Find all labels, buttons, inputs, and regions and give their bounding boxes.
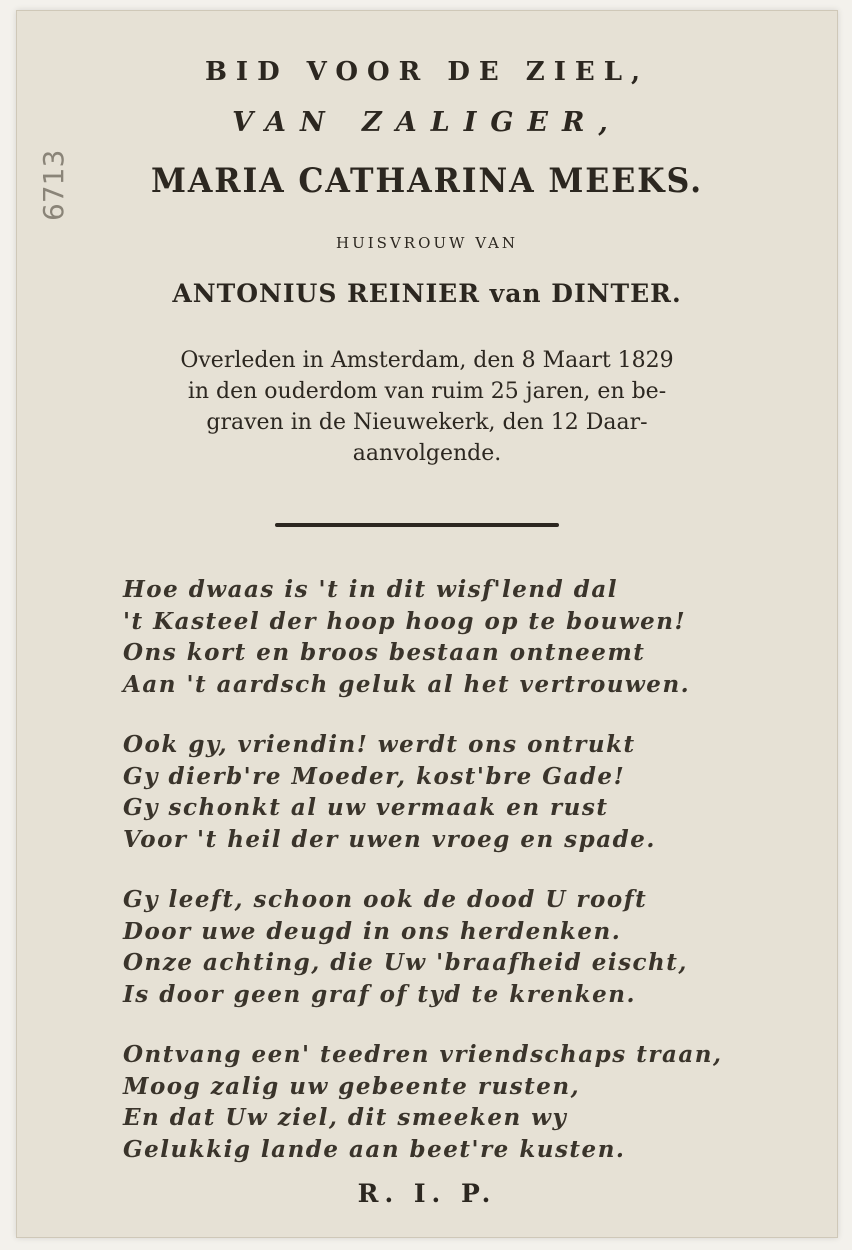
poem-line: Gy leeft, schoon ook de dood U rooft	[123, 886, 648, 913]
poem	[123, 574, 723, 1194]
divider-rule	[275, 523, 559, 527]
header-deceased-line: VAN ZALIGER,	[232, 107, 622, 138]
poem-line: Ons kort en broos bestaan ontneemt	[123, 639, 646, 666]
poem-line: 't Kasteel der hoop hoog op te bouwen!	[123, 607, 687, 635]
deceased-name: MARIA CATHARINA MEEKS.	[151, 161, 703, 201]
biography-line: in den ouderdom van ruim 25 jaren, en be-	[187, 379, 667, 404]
poem-stanza	[123, 729, 723, 855]
poem-line: Aan 't aardsch geluk al het vertrouwen.	[123, 670, 691, 698]
poem-stanza	[123, 1039, 723, 1165]
biography-line: aanvolgende.	[352, 441, 502, 466]
poem-stanza	[123, 574, 723, 700]
poem-line: Gelukkig lande aan beet're kusten.	[123, 1135, 626, 1163]
poem-line: Door uwe deugd in ons herdenken.	[123, 917, 622, 945]
poem-line: Ontvang een' teedren vriendschaps traan,	[123, 1041, 723, 1068]
poem-line: Is door geen graf of tyd te krenken.	[123, 980, 636, 1008]
header-prayer-line: BID VOOR DE ZIEL,	[204, 57, 650, 87]
rip-footer: R. I. P.	[357, 1179, 497, 1208]
relation-label: HUISVROUW VAN	[336, 234, 518, 252]
biography	[17, 345, 837, 469]
poem-line: Moog zalig uw gebeente rusten,	[123, 1072, 581, 1100]
memorial-card	[16, 10, 838, 1238]
poem-line: Ook gy, vriendin! werdt ons ontrukt	[123, 731, 636, 758]
handwritten-inventory-number: 6713	[37, 149, 70, 221]
poem-line: Gy dierb're Moeder, kost'bre Gade!	[123, 762, 626, 790]
poem-line: Gy schonkt al uw vermaak en rust	[123, 794, 609, 821]
poem-line: En dat Uw ziel, dit smeeken wy	[123, 1104, 568, 1131]
biography-line: Overleden in Amsterdam, den 8 Maart 1829	[180, 348, 674, 373]
poem-line: Hoe dwaas is 't in dit wisf'lend dal	[123, 576, 618, 603]
biography-line: graven in de Nieuwekerk, den 12 Daar-	[206, 410, 648, 435]
poem-stanza	[123, 884, 723, 1010]
husband-name: ANTONIUS REINIER van DINTER.	[172, 279, 682, 308]
poem-line: Onze achting, die Uw 'braafheid eischt,	[123, 949, 688, 976]
poem-line: Voor 't heil der uwen vroeg en spade.	[123, 825, 656, 853]
